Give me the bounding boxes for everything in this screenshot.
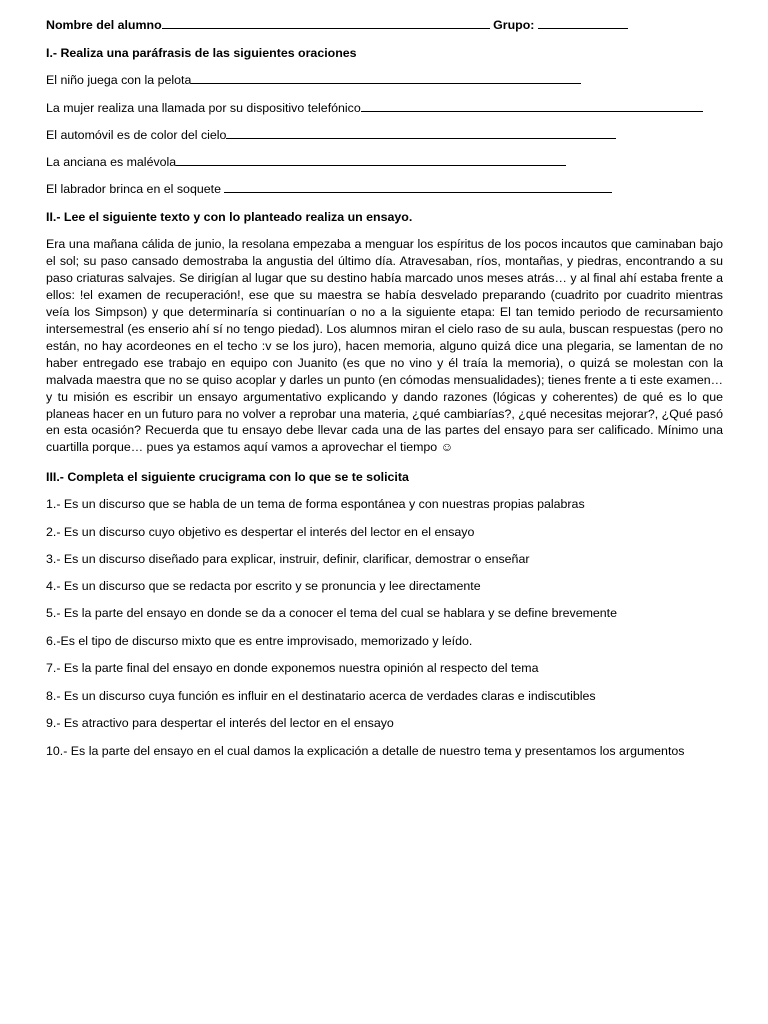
group-blank[interactable] — [538, 17, 628, 29]
paraphrase-sentence: El labrador brinca en el soquete — [46, 182, 221, 196]
student-name-label: Nombre del alumno — [46, 18, 162, 32]
crossword-clue: 10.- Es la parte del ensayo en el cual damos la explicación a detalle de nuestro tema y presentamos los argumentos — [46, 744, 685, 758]
paraphrase-sentence: La mujer realiza una llamada por su dispositivo telefónico — [46, 101, 361, 115]
crossword-clue: 8.- Es un discurso cuya función es influir en el destinatario acerca de verdades claras e indiscutibles — [46, 689, 596, 703]
paraphrase-item — [46, 100, 703, 116]
crossword-clue: 6.-Es el tipo de discurso mixto que es entre improvisado, memorizado y leído. — [46, 634, 473, 648]
paraphrase-blank[interactable] — [361, 100, 703, 112]
paraphrase-sentence: El niño juega con la pelota — [46, 73, 192, 87]
paraphrase-sentence: La anciana es malévola — [46, 155, 177, 169]
crossword-clue: 9.- Es atractivo para despertar el interés del lector en el ensayo — [46, 716, 394, 730]
student-header — [46, 17, 628, 33]
paraphrase-item — [46, 72, 581, 88]
paraphrase-item — [46, 127, 616, 143]
paraphrase-blank[interactable] — [224, 181, 612, 193]
section-2-title: II.- Lee el siguiente texto y con lo planteado realiza un ensayo. — [46, 210, 413, 224]
paraphrase-blank[interactable] — [176, 154, 566, 166]
paraphrase-sentence: El automóvil es de color del cielo — [46, 128, 227, 142]
paraphrase-item — [46, 154, 566, 170]
crossword-clue: 1.- Es un discurso que se habla de un tema de forma espontánea y con nuestras propias palabras — [46, 497, 585, 511]
paraphrase-blank[interactable] — [191, 72, 581, 84]
section-3-title: III.- Completa el siguiente crucigrama con lo que se te solicita — [46, 470, 409, 484]
crossword-clue: 2.- Es un discurso cuyo objetivo es despertar el interés del lector en el ensayo — [46, 525, 475, 539]
crossword-clue: 7.- Es la parte final del ensayo en donde exponemos nuestra opinión al respecto del tema — [46, 661, 539, 675]
essay-prompt-text: Era una mañana cálida de junio, la resolana empezaba a menguar los espíritus de los pocos incautos que caminaban bajo el sol; su paso cansado demostraba la angustia del último día. Atravesaban, ríos, montañas, y piedras, encontrando a su paso criaturas salvajes. Se dirigían al lugar que su destino había marcado unos meses atrás… y al final ahí estaba frente a ellos: !el examen de recuperación!, ese que su maestra se había desvelado preparando (cuadrito por cuadrito mientras veía los Simpson) y que determinaría si continuarían o no a la siguiente etapa: El tan temido periodo de recursamiento intersemestral (es enserio ahí sí no tengo piedad). Los alumnos miran el cielo raso de su aula, buscan respuestas (pero no están, no hay acordeones en el techo :v se los juro), hacen memoria, alguno quizá dice una plegaria, se lamentan de no haber entregado ese trabajo en equipo con Juanito (es que no vino y él traía la memoria), o quizá se molestan con la malvada maestra que no se quiso acoplar y darles un punto (en cómodas mensualidades); tienes frente a ti este examen… y tu misión es escribir un ensayo argumentativo explicando y dando razones (lógicas y coherentes) de qué es lo que planeas hacer en un futuro para no volver a reprobar una materia, ¿qué cambiarías?, ¿qué necesitas mejorar?, ¿Qué pasó en esta ocasión? Recuerda que tu ensayo debe llevar cada una de las partes del ensayo para ser calificado. Mínimo una cuartilla porque… pues ya estamos aquí vamos a aprovechar el tiempo ☺ — [46, 237, 723, 455]
crossword-clue: 3.- Es un discurso diseñado para explicar, instruir, definir, clarificar, demostrar o enseñar — [46, 552, 530, 566]
group-label: Grupo: — [493, 18, 535, 32]
section-1-title: I.- Realiza una paráfrasis de las siguientes oraciones — [46, 46, 357, 60]
student-name-blank[interactable] — [162, 17, 490, 29]
crossword-clue: 5.- Es la parte del ensayo en donde se da a conocer el tema del cual se hablara y se define brevemente — [46, 606, 618, 620]
crossword-clue: 4.- Es un discurso que se redacta por escrito y se pronuncia y lee directamente — [46, 579, 481, 593]
paraphrase-item — [46, 181, 612, 197]
paraphrase-blank[interactable] — [226, 127, 616, 139]
